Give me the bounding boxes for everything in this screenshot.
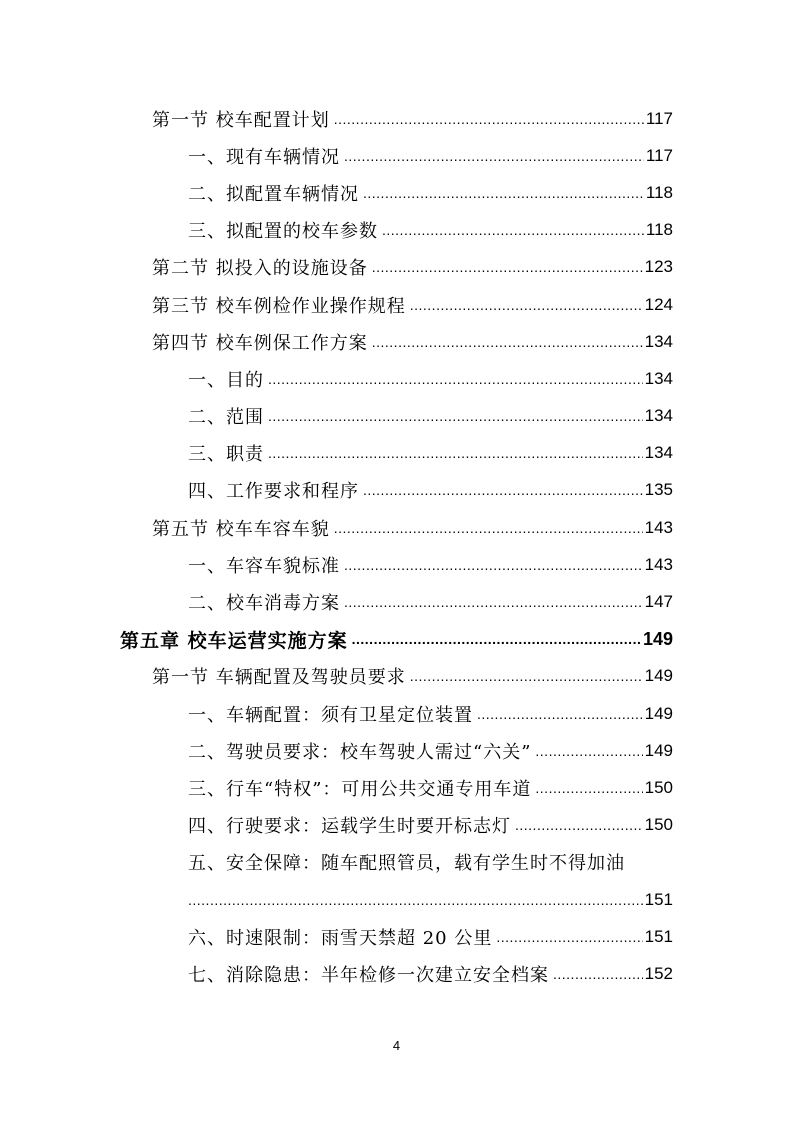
toc-entry-title: 二、驾驶员要求：校车驾驶人需过“六关” [188,741,532,763]
toc-entry-title: 一、车容车貌标准 [188,555,340,577]
toc-entry-title: 第五章 校车运营实施方案 [120,629,348,652]
toc-entry-page: 150 [644,777,673,797]
dot-leader [553,963,643,985]
toc-entry-section[interactable] [0,286,673,323]
dot-leader [334,108,644,130]
toc-entry-item[interactable] [0,918,673,955]
toc-entry-title: 二、拟配置车辆情况 [188,183,359,205]
dot-leader [535,740,642,762]
toc-entry-title: 一、现有车辆情况 [188,146,340,168]
dot-leader [410,294,643,316]
toc-entry-page: 118 [645,220,673,240]
toc-entry-page: 149 [644,740,673,760]
toc-entry-page: 134 [644,406,673,426]
toc-entry-item[interactable] [0,546,673,583]
toc-entry-page: 118 [645,182,673,202]
toc-entry-section[interactable] [0,100,673,137]
dot-leader [352,628,641,650]
toc-entry-page: 124 [644,294,673,314]
toc-entry-title: 五、安全保障：随车配照管员，载有学生时不得加油 [188,853,625,875]
toc-entry-page: 135 [644,480,673,500]
toc-entry-page: 134 [644,331,673,351]
toc-entry-section[interactable] [0,249,673,286]
toc-entry-wrapped-title[interactable] [0,844,673,881]
toc-entry-page: 151 [644,926,673,946]
toc-entry-item[interactable] [0,955,673,992]
toc-entry-page: 143 [644,554,673,574]
dot-leader [268,368,643,390]
toc-entry-page: 134 [644,443,673,463]
dot-leader [363,182,644,204]
toc-entry-title: 二、校车消毒方案 [188,593,340,615]
toc-entry-page: 123 [644,257,673,277]
toc-entry-title: 三、行车“特权”：可用公共交通专用车道 [188,778,532,800]
toc-entry-title: 一、目的 [188,369,264,391]
toc-entry-section[interactable] [0,658,673,695]
page-number: 4 [392,1038,401,1053]
toc-entries-tail [0,918,793,992]
toc-entry-title: 第一节 校车配置计划 [152,109,330,131]
toc-entry-page: 134 [644,368,673,388]
toc-entry-title: 第三节 校车例检作业操作规程 [152,295,406,317]
toc-entry-item[interactable] [0,583,673,620]
toc-entry-wrapped-leader[interactable] [0,881,673,918]
toc-entry-section[interactable] [0,323,673,360]
toc-entry-title: 第二节 拟投入的设施设备 [152,258,368,280]
toc-entry-item[interactable] [0,769,673,806]
dot-leader [344,145,644,167]
toc-entries [0,100,793,844]
toc-entry-page: 149 [642,628,673,649]
toc-entry-page: 143 [644,517,673,537]
dot-leader [496,926,642,948]
toc-entry-title: 第五节 校车车容车貌 [152,518,330,540]
toc-entry-page: 150 [644,815,673,835]
toc-entry-item[interactable] [0,807,673,844]
toc-entry-item[interactable] [0,174,673,211]
toc-entry-item[interactable] [0,732,673,769]
dot-leader [382,219,644,241]
toc-entry-page: 117 [645,108,673,128]
toc-entry-title: 第一节 车辆配置及驾驶员要求 [152,667,406,689]
toc-entry-page: 151 [644,889,673,909]
dot-leader [268,442,643,464]
toc-entry-title: 三、职责 [188,444,264,466]
toc-entry-title: 三、拟配置的校车参数 [188,221,378,243]
dot-leader [372,331,643,353]
dot-leader [268,405,643,427]
dot-leader [535,777,642,799]
toc-entry-title: 四、行驶要求：运载学生时要开标志灯 [188,816,511,838]
dot-leader [410,665,643,687]
toc-entry-item[interactable] [0,360,673,397]
toc-entry-chapter[interactable] [0,621,673,658]
toc-entry-item[interactable] [0,472,673,509]
toc-entry-title: 四、工作要求和程序 [188,481,359,503]
toc-entry-title: 二、范围 [188,407,264,429]
toc-entry-page: 149 [644,703,673,723]
toc-entry-item[interactable] [0,137,673,174]
table-of-contents [0,100,793,993]
toc-entry-item[interactable] [0,435,673,472]
toc-entry-page: 117 [645,145,673,165]
toc-entry-page: 147 [644,592,673,612]
dot-leader [344,554,643,576]
toc-entry-title: 六、时速限制：雨雪天禁超 20 公里 [188,927,493,949]
toc-entry-title: 第四节 校车例保工作方案 [152,332,368,354]
toc-entry-page: 149 [644,666,673,686]
toc-entry-title: 一、车辆配置：须有卫星定位装置 [188,704,473,726]
dot-leader [363,479,643,501]
toc-entry-page: 152 [644,963,673,983]
toc-entry-item[interactable] [0,212,673,249]
toc-entry-title: 七、消除隐患：半年检修一次建立安全档案 [188,964,549,986]
dot-leader [344,591,643,613]
toc-entry-item[interactable] [0,398,673,435]
dot-leader [372,256,643,278]
toc-entry-item[interactable] [0,695,673,732]
dot-leader [515,814,643,836]
dot-leader [334,517,643,539]
dot-leader [477,703,643,725]
toc-entry-section[interactable] [0,509,673,546]
dot-leader [188,889,643,911]
